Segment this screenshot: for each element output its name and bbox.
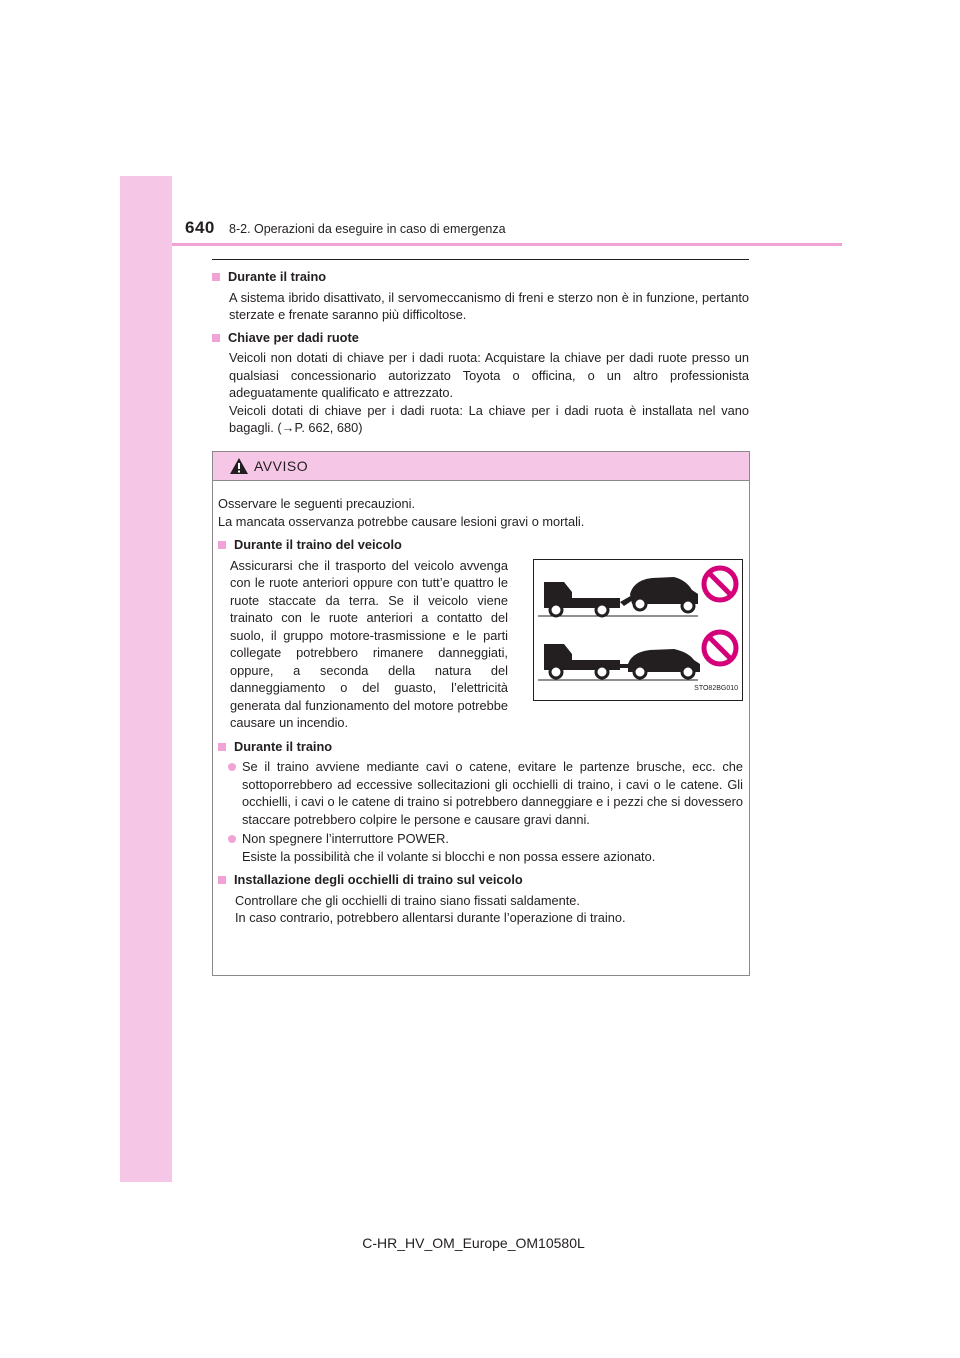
warning-box (212, 451, 750, 976)
section-body (212, 289, 749, 324)
body-paragraph: Veicoli dotati di chiave per i dadi ruota: La chiave per i dadi ruota è installata nel vano bagagli. (→P. 662, 680) (229, 402, 749, 435)
towed-car-rear-down (630, 577, 698, 612)
body-paragraph: A sistema ibrido disattivato, il servomeccanismo di freni e sterzo non è in funzione, pertanto sterzate e frenate saranno più difficoltose. (229, 289, 749, 322)
square-bullet-icon (218, 541, 226, 549)
towed-car-level (628, 649, 700, 678)
round-bullet-icon (228, 763, 236, 771)
warning-section-heading (218, 536, 743, 554)
warning-section-towing-vehicle (218, 536, 743, 732)
section-title: 8-2. Operazioni da eseguire in caso di emergenza (229, 222, 506, 236)
prohibition-icon (704, 568, 736, 600)
warning-label: AVVISO (254, 458, 309, 474)
warning-section-heading-text: Durante il traino (234, 738, 333, 754)
square-bullet-icon (212, 334, 220, 342)
warning-section-during-towing (218, 738, 743, 866)
towing-illustration-drawing (534, 560, 742, 700)
towing-row (218, 557, 743, 732)
section-heading-text: Durante il traino (228, 269, 327, 284)
warning-section-body (218, 892, 743, 927)
section-body (212, 349, 749, 437)
tow-truck-level (544, 644, 632, 678)
section-heading-text: Chiave per dadi ruote (228, 329, 359, 345)
section-durante-traino (212, 268, 749, 324)
figure-code: STO82BG010 (694, 685, 738, 692)
content-top-rule (212, 259, 749, 260)
warning-section-heading (218, 738, 743, 756)
warning-section-heading (218, 871, 743, 889)
warning-bullet-item (218, 830, 743, 865)
bullet-line: Non spegnere l’interruttore POWER. (242, 831, 449, 846)
section-heading (212, 268, 749, 286)
square-bullet-icon (218, 743, 226, 751)
warning-bullet-text (242, 830, 743, 865)
warning-bullet-item (218, 758, 743, 828)
body-paragraph: Veicoli non dotati di chiave per i dadi ruota: Acquistare la chiave per dadi ruote presso un qualsiasi concessionario autorizzato Toyota o officina, o un altro professionista adeguatamente qualificato e attrezzato. (229, 350, 749, 400)
side-color-band (120, 176, 172, 1182)
body-paragraph: Controllare che gli occhielli di traino siano fissati saldamente. (235, 892, 580, 908)
warning-intro-line: Osservare le seguenti precauzioni. (218, 496, 416, 511)
prohibition-icon (704, 632, 736, 664)
warning-section-heading-text: Durante il traino del veicolo (234, 537, 402, 552)
bullet-line: Esiste la possibilità che il volante si blocchi e non possa essere azionato. (242, 848, 656, 864)
main-content (212, 268, 749, 437)
bullet-line: Se il traino avviene mediante cavi o catene, evitare le partenze brusche, ecc. che sottoporrebbero ad eccessive sollecitazioni gli occhielli di traino, i cavi o le catene. Gli occhielli, i cavi o le catene di traino si potrebbero danneggiare e i pezzi che si dovessero staccare potrebbero colpire le persone e causare gravi danni. (242, 759, 743, 827)
footer-document-code: C-HR_HV_OM_Europe_OM10580L (362, 1235, 585, 1251)
warning-body (213, 481, 749, 927)
warning-triangle-icon (229, 457, 249, 475)
tow-truck-front-lifted (544, 582, 636, 616)
warning-section-heading-text: Installazione degli occhielli di traino sul veicolo (234, 872, 523, 887)
warning-bullet-text (242, 758, 743, 828)
header-rule (172, 243, 842, 246)
warning-section-install-eyelets (218, 871, 743, 927)
round-bullet-icon (228, 835, 236, 843)
warning-header (213, 452, 749, 481)
section-chiave-dadi (212, 329, 749, 437)
body-paragraph: In caso contrario, potrebbero allentarsi durante l’operazione di traino. (235, 910, 626, 925)
section-heading (212, 329, 749, 347)
warning-intro (218, 495, 743, 530)
square-bullet-icon (218, 876, 226, 884)
square-bullet-icon (212, 273, 220, 281)
page-number: 640 (185, 218, 215, 237)
towing-text: Assicurarsi che il trasporto del veicolo avvenga con le ruote anteriori oppure con tutt’e quattro le ruote staccate da terra. Se il veicolo viene trainato con le ruote anteriori a contatto del suolo, il gruppo motore-trasmissione e le parti collegate potrebbero rimanere danneggiati, oppure, a seconda della natura del danneggiamento o del guasto, l’elettricità generata dal funzionamento del motore potrebbe causare un incendio. (230, 557, 508, 730)
towing-illustration (533, 559, 743, 701)
warning-intro-line: La mancata osservanza potrebbe causare lesioni gravi o mortali. (218, 513, 585, 529)
